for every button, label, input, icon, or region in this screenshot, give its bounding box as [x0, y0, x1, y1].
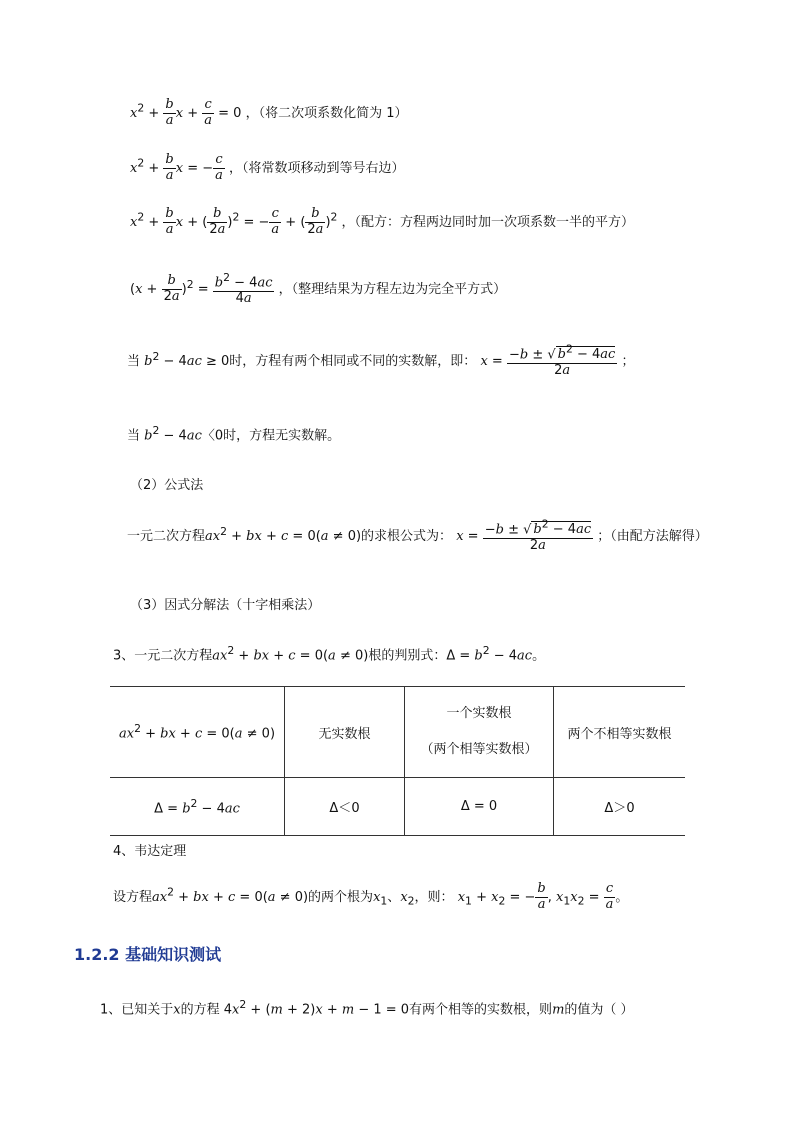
table-cell-delta-neg: Δ＜0 [285, 778, 405, 836]
step-2: $x^2$ + $\frac{b}{a}$ x = − $\frac{c}{a}$ ，（将常数项移动到等号右边） [130, 152, 405, 183]
section-title: 1.2.2 基础知识测试 [74, 945, 222, 964]
table-cell-equation: $ax^2$ + bx + c = 0(a ≠ 0) [110, 687, 285, 778]
discriminant-table [110, 686, 685, 836]
table-cell-no-roots: 无实数根 [285, 687, 405, 778]
formula-method-heading: （2）公式法 [130, 478, 204, 493]
formula-method-line: 一元二次方程$ax^2$ + bx + c = 0(a ≠ 0)的求根公式为： x = $\frac{-b \pm √ b^2 - 4ac}{2a}$ ；（由配方法解得） [127, 518, 708, 554]
step-4-note: ，（整理结果为方程左边为完全平方式） [278, 282, 507, 298]
step-3: $x^2$ + $\frac{b}{a}$ x + ( $\frac{b}{2a}$ )$^2$ = − $\frac{c}{a}$ + ( $\frac{b}{2a}$ )$^2$ ，（配方：方程两边同时加一次项系数一半的平方） [130, 206, 635, 237]
question-1: 1、已知关于x的方程 $4x^2 + (m + 2)x + m - 1 = 0$有两个相等的实数根，则m的值为（ ） [100, 998, 634, 1018]
step-2-note: ，（将常数项移动到等号右边） [229, 160, 405, 176]
factor-method-heading: （3）因式分解法（十字相乘法） [130, 598, 321, 613]
table-cell-one-root: 一个实数根 （两个相等实数根） [405, 687, 554, 778]
table-cell-two-roots: 两个不相等实数根 [554, 687, 686, 778]
discriminant-line: 3、一元二次方程$ax^2$ + bx + c = 0(a ≠ 0)根的判别式：$\Delta = b^2 - 4ac$。 [113, 644, 546, 664]
table-row [110, 687, 685, 778]
step-4: (x + $\frac{b}{2a}$ )$^2$ = $\frac{b^2 - 4ac}{4a}$ ，（整理结果为方程左边为完全平方式） [130, 271, 507, 307]
table-cell-delta-def: $\Delta = b^2 - 4ac$ [110, 778, 285, 836]
step-1-note: ，（将二次项系数化简为 1） [245, 105, 408, 121]
case-no-roots: 当 $b^2 - 4ac$〈0时，方程无实数解。 [127, 424, 341, 444]
case-two-roots: 当 $b^2 - 4ac \ge 0$时，方程有两个相同或不同的实数解，即： x = $\frac{-b \pm √ b^2 - 4ac}{2a}$ ； [127, 343, 635, 379]
table-cell-delta-pos: Δ＞0 [554, 778, 686, 836]
vieta-line: 设方程$ax^2$ + bx + c = 0(a ≠ 0)的两个根为$x_1$、$x_2$，则： $x_1 + x_2$ = − $\frac{b}{a}$ , $x_1x_2$ = $\frac{c}{a}$ 。 [113, 881, 629, 912]
vieta-heading: 4、韦达定理 [113, 844, 187, 859]
table-row [110, 778, 685, 836]
table-cell-delta-zero: Δ = 0 [405, 778, 554, 836]
step-3-note: ，（配方：方程两边同时加一次项系数一半的平方） [341, 214, 635, 230]
step-1: $x^2$ + $\frac{b}{a}$ x + $\frac{c}{a}$ = 0 ，（将二次项系数化简为 1） [130, 97, 408, 128]
